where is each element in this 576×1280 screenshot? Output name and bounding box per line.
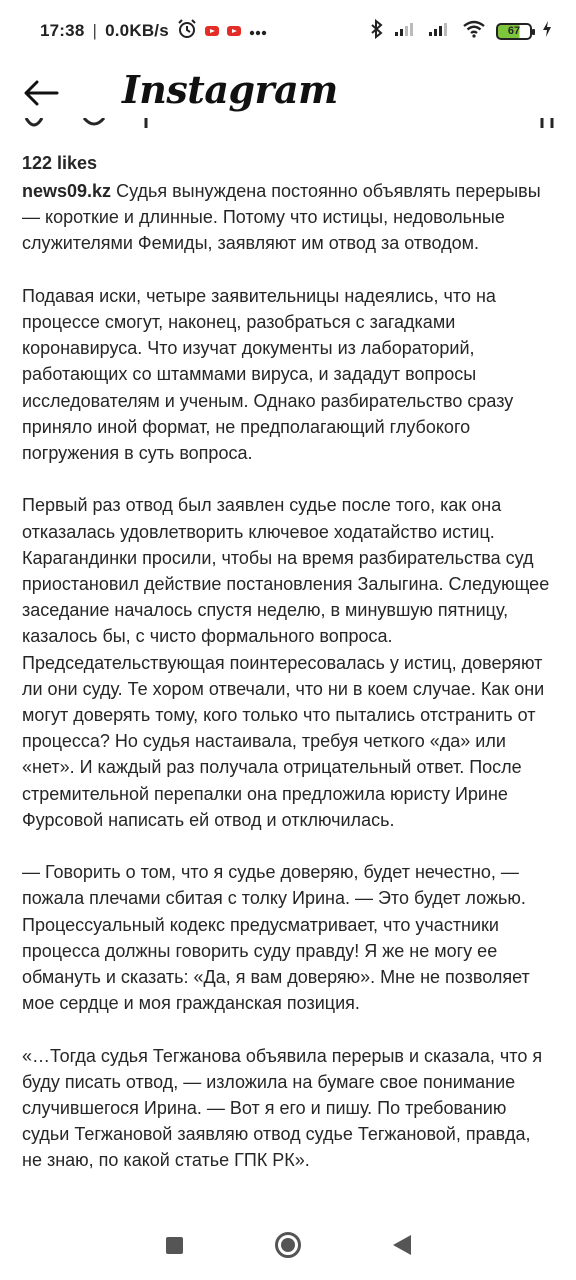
signal-icon	[428, 21, 452, 42]
youtube-notification-icon	[205, 26, 219, 36]
charging-icon	[542, 21, 552, 42]
back-button[interactable]	[16, 68, 66, 118]
status-time: 17:38	[40, 21, 85, 40]
status-right	[370, 19, 552, 44]
home-button[interactable]	[275, 1232, 301, 1258]
caption-paragraph: Подавая иски, четыре заявительницы надеялись, что на процессе смогут, наконец, разобраться с загадками коронавируса. Что изучат документы из лабораторий, работающих со штаммами вируса, и зададут вопросы исследователям и ученым. Однако разбирательство сразу приняло иной формат, не предполагающий глубокого погружения в суть вопроса.	[22, 285, 514, 464]
caption-paragraph: — Говорить о том, что я судье доверяю, будет нечестно, — пожала плечами сбитая с толку Ирина. — Это будет ложью. Процессуальный кодекс предусматривает, что участники процесса должны говорить суду правду! Я же не могу ее обмануть и сказать: «Да, я вам доверяю». Мне не позволяет мое сердце и моя гражданская позиция.	[22, 862, 530, 1014]
caption-text: Судья вынуждена постоянно объявлять перерывы — короткие и длинные. Потому что истицы, недовольные служителями Фемиды, заявляют им отвод за отводом.	[22, 181, 541, 254]
caption-paragraph	[22, 178, 552, 257]
bluetooth-icon	[370, 19, 384, 44]
app-header	[0, 62, 576, 124]
back-nav-button[interactable]	[393, 1235, 411, 1255]
recents-button[interactable]	[166, 1237, 183, 1254]
alarm-icon	[177, 19, 197, 44]
post-content	[22, 150, 552, 1210]
more-notifications-icon	[249, 21, 267, 41]
status-separator: |	[92, 21, 98, 40]
wifi-icon	[462, 20, 486, 43]
instagram-logo: Instagram	[122, 66, 338, 112]
caption-paragraph: Первый раз отвод был заявлен судье после того, как она отказалась удовлетворить ключевое ходатайство истиц. Карагандинки просили, чтобы на время разбирательства суд приостановил действие постановления Залыгина. Следующее заседание началось спустя неделю, в минувшую пятницу, казалось бы, с чисто формального вопроса. Председательствующая поинтересовалась у истиц, доверяют ли они суду. Те хором отвечали, что ни в коем случае. Как они могут доверять тому, кого только что пытались отстранить от процесса? Но судья настаивала, требуя четкого «да» или «нет». И каждый раз получала отрицательный ответ. После стремительной перепалки она предложила юристу Ирине Фурсовой написать ей отвод и отключилась.	[22, 495, 550, 830]
status-network-speed: 0.0KB/s	[105, 21, 169, 40]
arrow-left-icon	[23, 80, 59, 106]
signal-icon	[394, 21, 418, 42]
likes-count[interactable]: 122 likes	[22, 153, 98, 173]
youtube-notification-icon	[227, 26, 241, 36]
caption-username[interactable]: news09.kz	[22, 181, 112, 201]
status-left	[40, 19, 267, 44]
post-caption	[22, 178, 552, 1174]
post-actions-cutoff	[20, 118, 556, 134]
status-bar	[0, 0, 576, 62]
caption-paragraph: «…Тогда судья Тегжанова объявила перерыв и сказала, что я буду писать отвод, — изложила на бумаге свое понимание случившегося Ирина. — Вот я его и пишу. По требованию судьи Тегжановой заявляю отвод судье Тегжановой, правда, не знаю, по какой статье ГПК РК».	[22, 1045, 543, 1171]
navigation-bar	[0, 1210, 576, 1280]
battery-indicator: 67	[496, 23, 532, 40]
